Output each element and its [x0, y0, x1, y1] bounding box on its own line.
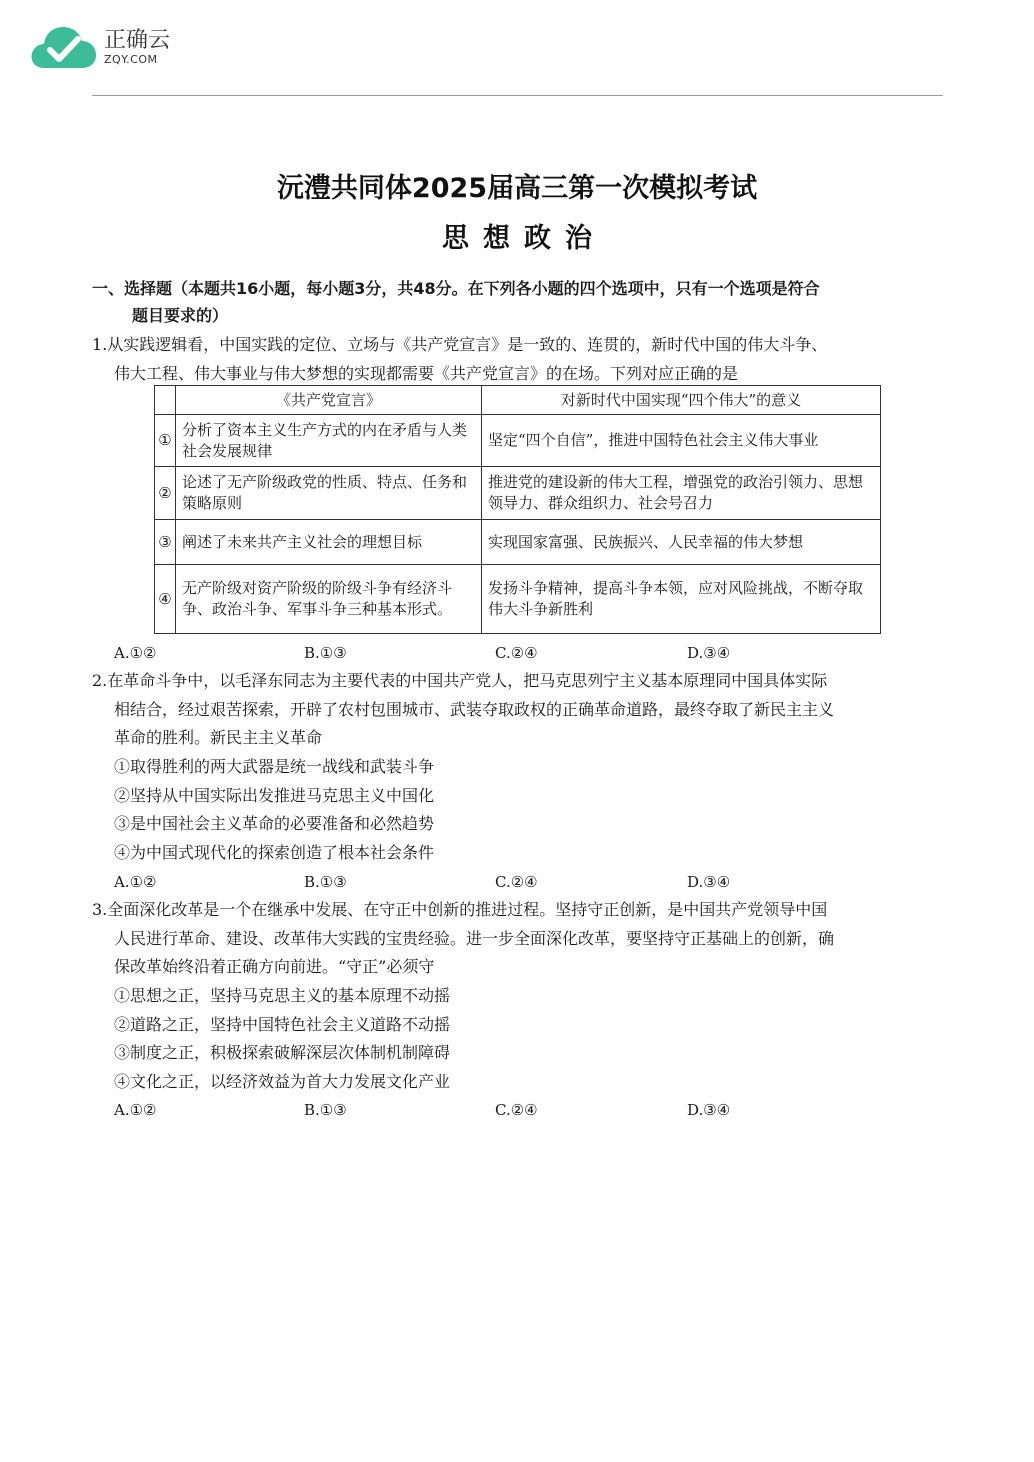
subject-title: 思想政治 — [442, 223, 606, 254]
table-cell-significance: 发扬斗争精神，提高斗争本领，应对风险挑战，不断夺取伟大斗争新胜利 — [482, 565, 881, 634]
table-cell-significance: 实现国家富强、民族振兴、人民幸福的伟大梦想 — [482, 520, 881, 565]
q2-statement: ④为中国式现代化的探索创造了根本社会条件 — [114, 843, 435, 862]
table-row-index: ③ — [155, 520, 176, 565]
header-divider — [92, 95, 943, 96]
zqy-logo — [28, 22, 170, 72]
exam-title: 沅澧共同体2025届高三第一次模拟考试 — [276, 173, 758, 204]
table-cell-manifesto: 无产阶级对资产阶级的阶级斗争有经济斗争、政治斗争、军事斗争三种基本形式。 — [176, 565, 482, 634]
q1-table — [154, 385, 881, 634]
option-b[interactable]: B.①③ — [304, 644, 347, 662]
table-cell-manifesto: 阐述了未来共产主义社会的理想目标 — [176, 520, 482, 565]
q2-statement: ①取得胜利的两大武器是统一战线和武装斗争 — [114, 757, 435, 776]
table-row — [155, 415, 881, 467]
option-a[interactable]: A.①② — [114, 644, 157, 662]
table-row — [155, 520, 881, 565]
option-d[interactable]: D.③④ — [687, 1101, 731, 1119]
option-c[interactable]: C.②④ — [495, 644, 538, 662]
table-row-index: ② — [155, 467, 176, 520]
q2-stem-line2: 相结合，经过艰苦探索，开辟了农村包围城市、武装夺取政权的正确革命道路，最终夺取了新民主主义 — [114, 700, 835, 719]
q2-stem-line1: 2.在革命斗争中，以毛泽东同志为主要代表的中国共产党人，把马克思列宁主义基本原理同中国具体实际 — [92, 671, 828, 690]
option-b[interactable]: B.①③ — [304, 873, 347, 891]
option-a[interactable]: A.①② — [114, 873, 157, 891]
option-b[interactable]: B.①③ — [304, 1101, 347, 1119]
option-c[interactable]: C.②④ — [495, 1101, 538, 1119]
q1-stem-line1: 1.从实践逻辑看，中国实践的定位、立场与《共产党宣言》是一致的、连贯的，新时代中国的伟大斗争、 — [92, 335, 828, 354]
q3-stem-line3: 保改革始终沿着正确方向前进。“守正”必须守 — [114, 957, 435, 976]
q3-stem-line2: 人民进行革命、建设、改革伟大实践的宝贵经验。进一步全面深化改革，要坚持守正基础上的创新，确 — [114, 929, 835, 948]
q3-statement: ①思想之正，坚持马克思主义的基本原理不动摇 — [114, 986, 451, 1005]
option-d[interactable]: D.③④ — [687, 644, 731, 662]
table-cell-significance: 坚定“四个自信”，推进中国特色社会主义伟大事业 — [482, 415, 881, 467]
section-header-line2: 题目要求的） — [132, 306, 229, 325]
table-header-cell — [155, 386, 176, 415]
q2-statement: ②坚持从中国实际出发推进马克思主义中国化 — [114, 786, 435, 805]
table-row-index: ① — [155, 415, 176, 467]
q3-statement: ②道路之正，坚持中国特色社会主义道路不动摇 — [114, 1015, 451, 1034]
table-cell-manifesto: 论述了无产阶级政党的性质、特点、任务和策略原则 — [176, 467, 482, 520]
table-header-cell: 对新时代中国实现“四个伟大”的意义 — [482, 386, 881, 415]
q2-statement: ③是中国社会主义革命的必要准备和必然趋势 — [114, 814, 435, 833]
option-a[interactable]: A.①② — [114, 1101, 157, 1119]
q3-stem-line1: 3.全面深化改革是一个在继承中发展、在守正中创新的推进过程。坚持守正创新，是中国共产党领导中国 — [92, 900, 828, 919]
section-header — [92, 275, 937, 329]
option-d[interactable]: D.③④ — [687, 873, 731, 891]
section-header-line1: 一、选择题（本题共16小题，每小题3分，共48分。在下列各小题的四个选项中，只有一个选项是符合 — [92, 279, 820, 298]
logo-name: 正确云 — [104, 27, 171, 53]
q3-statement: ③制度之正，积极探索破解深层次体制机制障碍 — [114, 1043, 451, 1062]
table-cell-significance: 推进党的建设新的伟大工程，增强党的政治引领力、思想领导力、群众组织力、社会号召力 — [482, 467, 881, 520]
option-c[interactable]: C.②④ — [495, 873, 538, 891]
logo-domain: ZQY.COM — [104, 52, 158, 66]
table-row — [155, 565, 881, 634]
q2-stem-line3: 革命的胜利。新民主主义革命 — [114, 728, 323, 747]
table-row — [155, 467, 881, 520]
q1-stem-line2: 伟大工程、伟大事业与伟大梦想的实现都需要《共产党宣言》的在场。下列对应正确的是 — [114, 364, 739, 383]
table-cell-manifesto: 分析了资本主义生产方式的内在矛盾与人类社会发展规律 — [176, 415, 482, 467]
q3-statement: ④文化之正，以经济效益为首大力发展文化产业 — [114, 1072, 451, 1091]
cloud-check-icon — [28, 22, 98, 72]
table-row-index: ④ — [155, 565, 176, 634]
table-header-row — [155, 386, 881, 415]
table-header-cell: 《共产党宣言》 — [176, 386, 482, 415]
